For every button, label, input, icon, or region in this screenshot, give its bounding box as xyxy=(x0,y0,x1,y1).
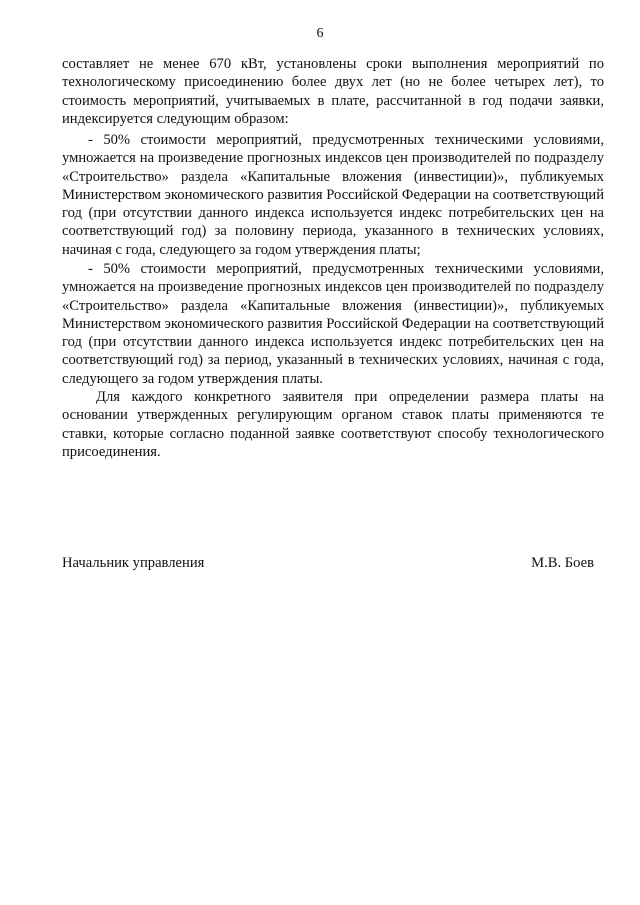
paragraph-continuation: составляет не менее 670 кВт, установлены сроки выполнения мероприятий по технологическому присоединению более двух лет (но не более четырех лет), то стоимость мероприятий, учитываемых в плате, рассчитанной в год подачи заявки, индексируется следующим образом: xyxy=(62,56,604,127)
signatory-title: Начальник управления xyxy=(62,555,205,571)
page-number: 6 xyxy=(316,26,324,41)
paragraph-half-period-indexation: - 50% стоимости мероприятий, предусмотренных техническими условиями, умножается на произведение прогнозных индексов цен производителей по подразделу «Строительство» раздела «Капитальные вложения (инвестиции)», публикуемых Министерством экономического развития Российской Федерации на соответствующий год (при отсутствии данного индекса используется индекс потребительских цен на соответствующий год) за половину периода, указанного в технических условиях, начиная с года, следующего за годом утверждения платы; xyxy=(62,132,604,258)
signatory-name: М.В. Боев xyxy=(531,555,594,571)
paragraph-applicant-rates: Для каждого конкретного заявителя при определении размера платы на основании утвержденных регулирующим органом ставок платы применяются те ставки, которые согласно поданной заявке соответствуют способу технологического присоединения. xyxy=(62,389,604,460)
paragraph-full-period-indexation: - 50% стоимости мероприятий, предусмотренных техническими условиями, умножается на произведение прогнозных индексов цен производителей по подразделу «Строительство» раздела «Капитальные вложения (инвестиции)», публикуемых Министерством экономического развития Российской Федерации на соответствующий год (при отсутствии данного индекса используется индекс потребительских цен на соответствующий год) за период, указанный в технических условиях, начиная с года, следующего за годом утверждения платы. xyxy=(62,261,604,387)
